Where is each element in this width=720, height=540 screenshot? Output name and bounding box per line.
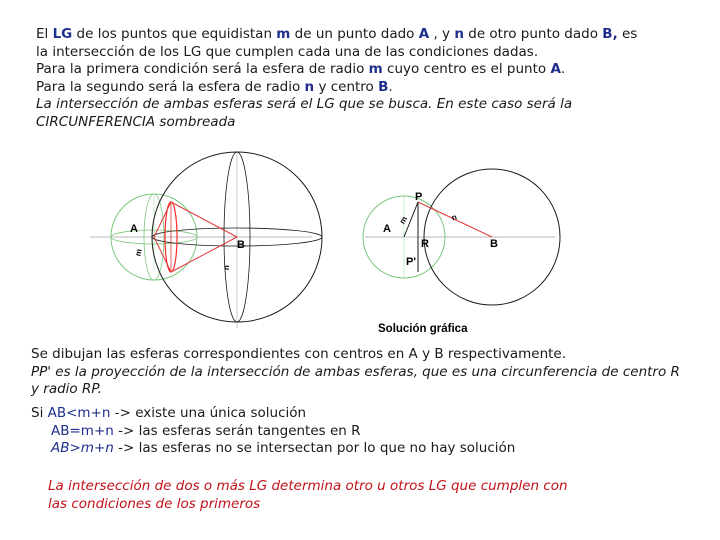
label-n: n (221, 264, 232, 271)
case-condition: AB=m+n (51, 422, 114, 439)
term-a: A (418, 26, 430, 42)
conclusion-line-1: La intersección de dos o más LG determina otro u otros LG que cumplen con (48, 478, 568, 494)
spheres-figure (80, 140, 570, 340)
label-p-prime: P' (406, 256, 416, 268)
intro-paragraph (36, 26, 637, 131)
case-line-1 (31, 405, 515, 423)
label-m: m (133, 247, 144, 258)
case-condition: AB<m+n (47, 405, 111, 421)
label-b: B (237, 239, 245, 251)
intro-line-6: CIRCUNFERENCIA sombreada (36, 113, 236, 130)
description-line-1: Se dibujan las esferas correspondientes con centros en A y B respectivamente. (31, 346, 567, 362)
right-construction (363, 169, 560, 335)
text-run: , y (429, 26, 455, 42)
label-a: A (383, 223, 391, 235)
text-run: El (36, 26, 53, 42)
text-run: Si (31, 405, 48, 421)
text-run: de un punto dado (290, 26, 419, 42)
intro-line-4 (36, 79, 637, 97)
case-result: -> las esferas serán tangentes en R (113, 422, 361, 439)
case-line-2 (31, 423, 515, 441)
term-n: n (304, 78, 315, 95)
figure-caption: Solución gráfica (378, 323, 468, 335)
intro-line-3 (36, 61, 637, 79)
label-p: P (415, 191, 423, 203)
term-m: m (368, 61, 383, 77)
label-m: m (397, 214, 410, 226)
case-line-3 (31, 440, 515, 458)
case-result: -> existe una única solución (110, 405, 307, 421)
text-run: cuyo centro es el punto (382, 61, 551, 77)
label-b: B (490, 238, 498, 250)
text-run: Para la segundo será la esfera de radio (36, 78, 305, 95)
description-line-2: PP' es la proyección de la intersección de ambas esferas, que es una circunferencia de centro R (31, 363, 680, 380)
label-r: R (421, 238, 429, 250)
left-construction (90, 152, 322, 328)
text-run: de los puntos que equidistan (72, 26, 277, 42)
term-a: A (550, 61, 561, 77)
description-paragraph (31, 346, 680, 399)
case-result: -> las esferas no se intersectan por lo que no hay solución (113, 440, 516, 456)
term-b: B, (602, 26, 618, 42)
text-run: . (560, 61, 566, 77)
term-m: m (276, 26, 291, 42)
description-line-3: y radio RP. (31, 381, 102, 397)
intro-line-2: la intersección de los LG que cumplen cada una de las condiciones dadas. (36, 43, 539, 60)
text-run: y centro (314, 78, 379, 95)
intro-line-1 (36, 26, 637, 44)
text-run: . (388, 78, 393, 95)
intro-line-5: La intersección de ambas esferas será el LG que se busca. En este caso será la (36, 96, 573, 112)
label-n: n (450, 212, 459, 223)
cases-paragraph (31, 405, 515, 458)
text-run: es (617, 26, 638, 42)
term-b: B (378, 78, 389, 95)
conclusion-line-2: las condiciones de los primeros (48, 495, 261, 512)
term-lg: LG (52, 26, 73, 42)
text-run: de otro punto dado (463, 26, 603, 42)
case-condition: AB>m+n (51, 440, 114, 456)
text-run: Para la primera condición será la esfera de radio (36, 61, 369, 77)
label-a: A (130, 223, 138, 235)
conclusion-paragraph (48, 478, 568, 513)
term-n: n (454, 26, 464, 42)
